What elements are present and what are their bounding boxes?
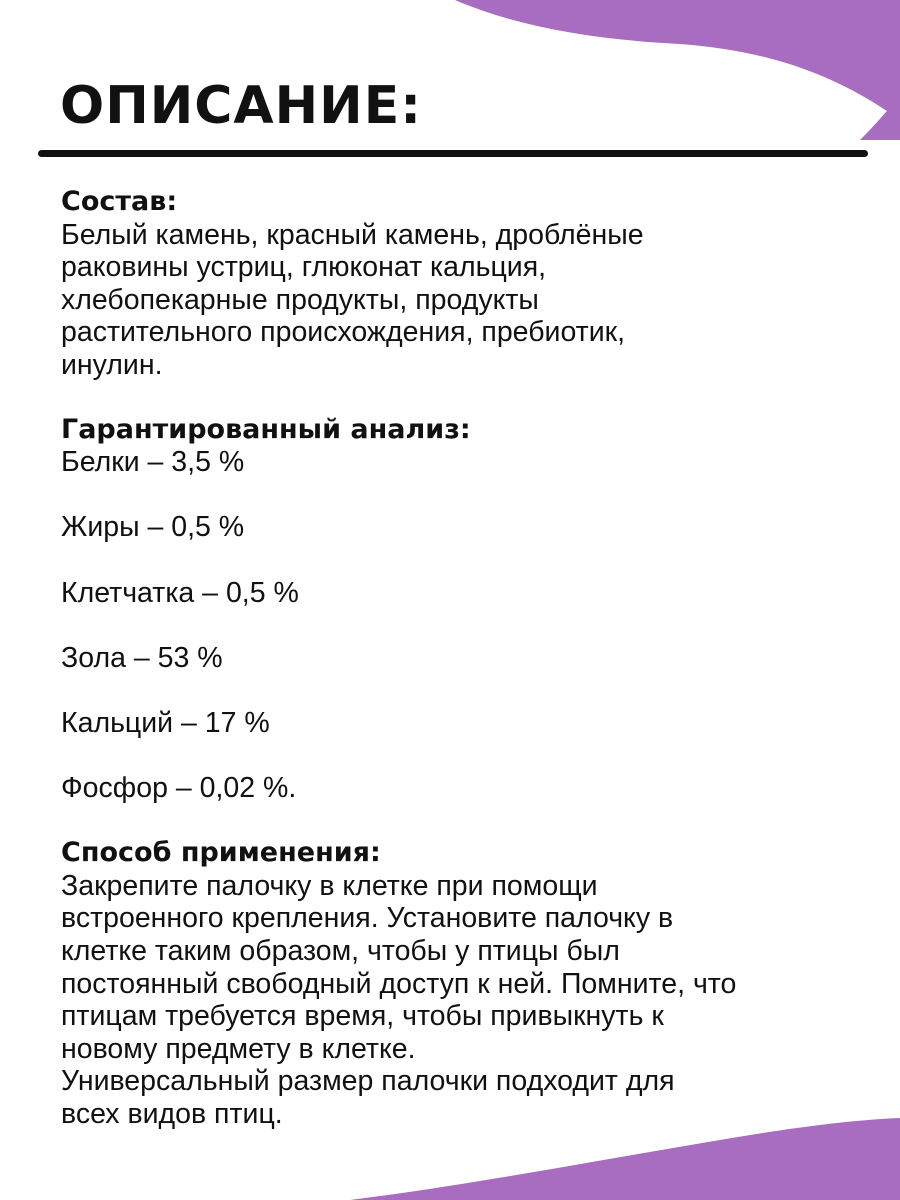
usage-line: встроенного крепления. Установите палочку в [61, 902, 674, 935]
usage-line: клетке таким образом, чтобы у птицы был [61, 935, 620, 968]
usage-heading: Способ применения: [61, 837, 381, 869]
composition-line: Белый камень, красный камень, дроблёные [61, 218, 644, 251]
composition-section [61, 186, 851, 382]
analysis-item-fiber: Клетчатка – 0,5 % [61, 576, 299, 609]
analysis-section [61, 414, 851, 805]
composition-line: инулин. [61, 348, 163, 381]
analysis-item-ash: Зола – 53 % [61, 641, 223, 674]
usage-line: всех видов птиц. [61, 1098, 283, 1131]
section-gap [61, 382, 851, 414]
usage-line: птицам требуется время, чтобы привыкнуть к [61, 1000, 664, 1033]
usage-line: постоянный свободный доступ к ней. Помните, что [61, 967, 737, 1000]
composition-line: раковины устриц, глюконат кальция, [61, 251, 547, 284]
usage-line: Закрепите палочку в клетке при помощи [61, 869, 598, 902]
composition-heading: Состав: [61, 186, 178, 217]
page-title: ОПИСАНИЕ: [60, 76, 423, 136]
composition-line: хлебопекарные продукты, продукты [61, 283, 539, 316]
top-right-purple-wave-tip [860, 95, 900, 140]
description-content [61, 186, 851, 1131]
analysis-heading: Гарантированный анализ: [61, 413, 471, 445]
usage-line: новому предмету в клетке. [61, 1032, 416, 1065]
analysis-item-calcium: Кальций – 17 % [61, 706, 270, 739]
usage-section [61, 837, 851, 1130]
analysis-item-protein: Белки – 3,5 % [61, 446, 245, 479]
analysis-item-fat: Жиры – 0,5 % [61, 511, 245, 544]
composition-line: растительного происхождения, пребиотик, [61, 316, 626, 349]
usage-line: Универсальный размер палочки подходит для [61, 1065, 675, 1098]
top-right-purple-wave [455, 0, 900, 120]
title-divider [38, 150, 868, 157]
analysis-item-phosphorus: Фосфор – 0,02 %. [61, 772, 297, 805]
